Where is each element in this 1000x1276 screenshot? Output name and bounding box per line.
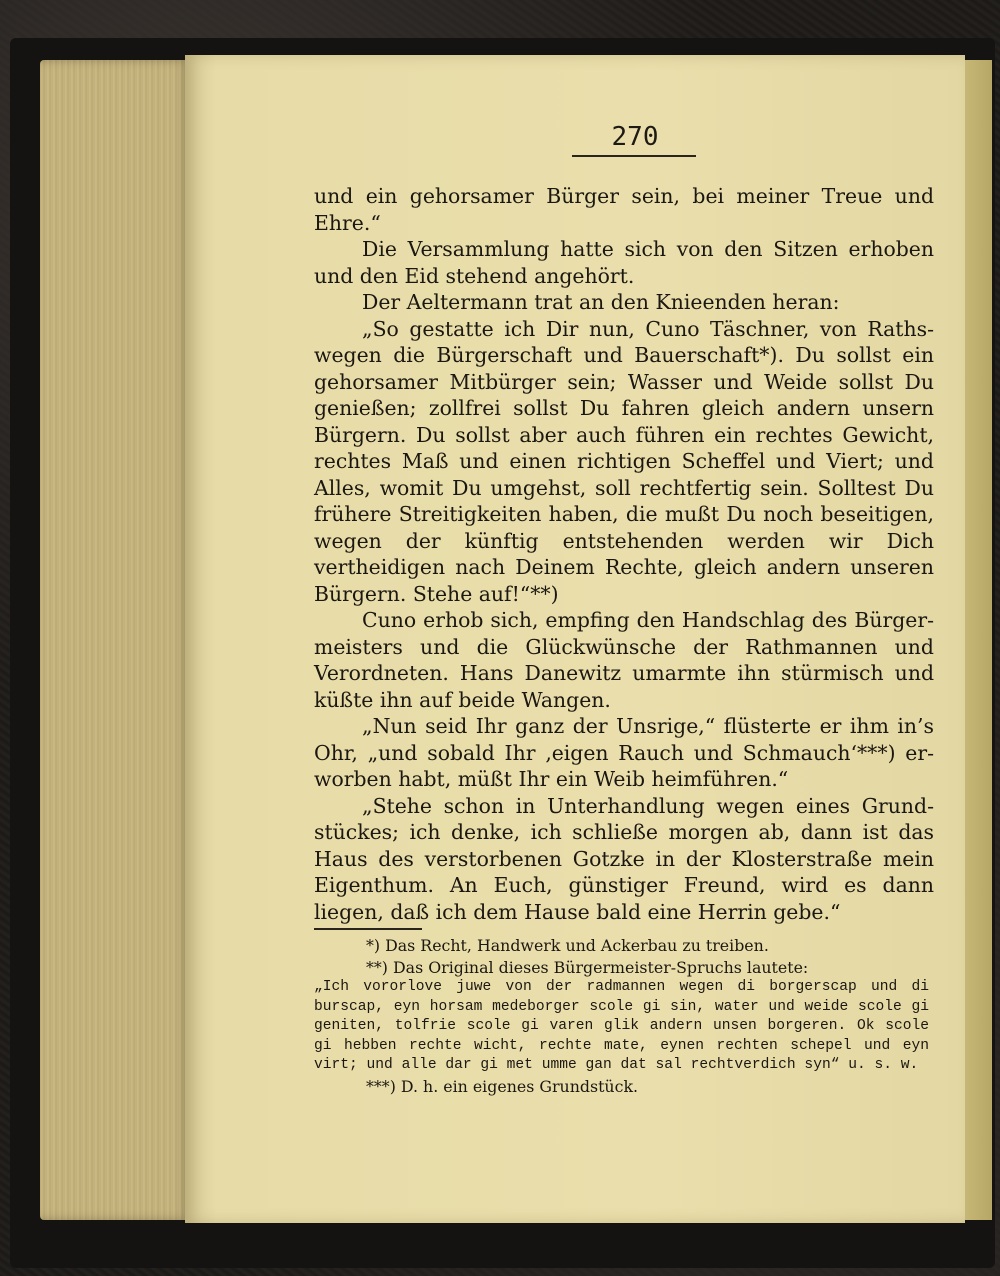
page-number: 270: [611, 122, 659, 152]
footnote-rule: [314, 928, 422, 930]
header-rule: [572, 155, 696, 157]
footnote-1: *) Das Recht, Handwerk und Ackerbau zu treiben.: [366, 936, 769, 955]
paragraph: Cuno erhob sich, empfing den Handschlag des Bürger-meisters und die Glückwünsche der Rathmannen und Verordneten. Hans Danewitz umarmte ihn stürmisch und küßte ihn auf beide Wangen.: [314, 608, 934, 712]
paragraph: und ein gehorsamer Bürger sein, bei meiner Treue und Ehre.“: [314, 184, 934, 235]
paragraph: „So gestatte ich Dir nun, Cuno Täschner, von Raths-wegen die Bürgerschaft und Bauerschaft*). Du sollst ein gehorsamer Mitbürger sein; Wasser und Weide sollst Du genießen; zollfrei sollst Du fahren gleich andern unsern Bürgern. Du sollst aber auch führen ein rechtes Gewicht, rechtes Maß und einen richtigen Scheffel und Viert; und Alles, womit Du umgehst, soll rechtfertig sein. Solltest Du frühere Streitigkeiten haben, die mußt Du noch beseitigen, wegen der künftig entstehenden werden wir Dich vertheidigen nach Deinem Rechte, gleich andern unseren Bürgern. Stehe auf!“**): [314, 316, 934, 606]
body-text: [314, 183, 934, 925]
footnote-2-original-text: „Ich vororlove juwe von der radmannen wegen di borgerscap und di burscap, eyn horsam medeborger scole gi sin, water und weide scole gi geniten, tolfrie scole gi varen glik andern unsen borgeren. Ok scole gi hebben rechte wicht, rechte mate, eynen rechten schepel und eyn virt; und alle dar gi met umme gan dat sal rechtverdich syn“ u. s. w.: [314, 979, 929, 1074]
footnote-3: ***) D. h. ein eigenes Grundstück.: [366, 1076, 639, 1096]
page-edges: [40, 60, 190, 1220]
footnotes: [314, 935, 929, 1097]
paragraph: Die Versammlung hatte sich von den Sitzen erhoben und den Eid stehend angehört.: [314, 237, 934, 288]
facing-page-edge: [962, 60, 992, 1220]
paragraph: „Stehe schon in Unterhandlung wegen eines Grund-stückes; ich denke, ich schließe morgen ab, dann ist das Haus des verstorbenen Gotzke in der Klosterstraße mein Eigenthum. An Euch, günstiger Freund, wird es dann liegen, daß ich dem Hause bald eine Herrin gebe.“: [314, 793, 934, 924]
paragraph: „Nun seid Ihr ganz der Unsrige,“ flüsterte er ihm in’s Ohr, „und sobald Ihr ‚eigen Rauch und Schmauch‘***) er-worben habt, müßt Ihr ein Weib heimführen.“: [314, 714, 934, 791]
footnote-2: **) Das Original dieses Bürgermeister-Spruchs lautete:: [366, 957, 809, 977]
paragraph: Der Aeltermann trat an den Knieenden heran:: [362, 290, 840, 314]
